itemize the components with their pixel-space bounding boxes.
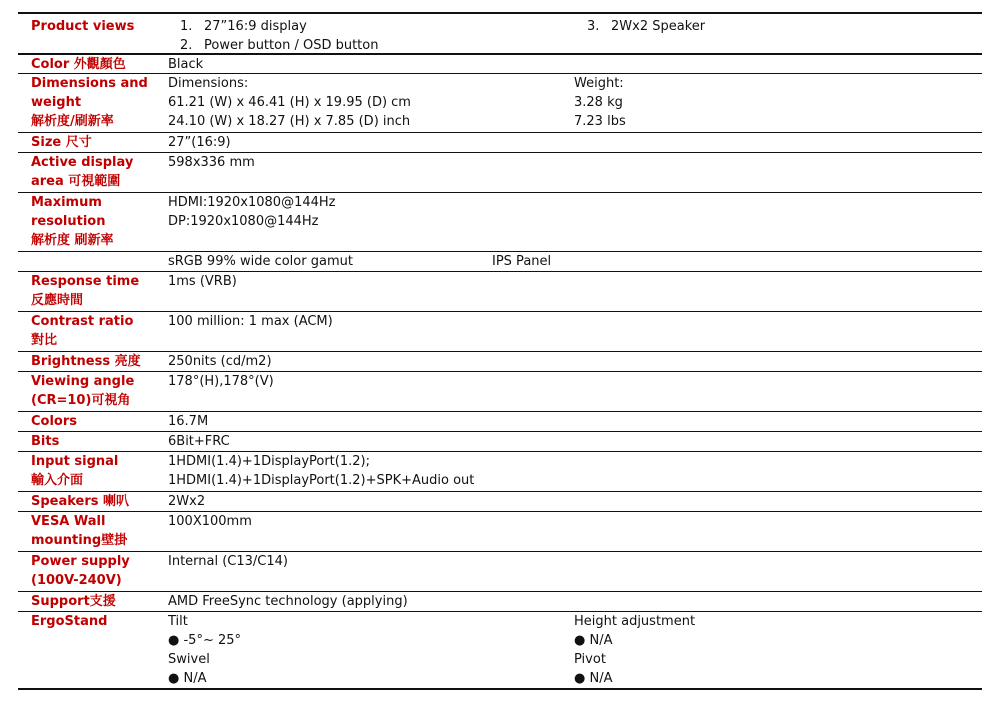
value-ergostand [168, 612, 982, 688]
panel-type: IPS Panel [492, 254, 552, 269]
ergostand-left [168, 612, 241, 688]
label-viewing [18, 372, 168, 411]
value-response: 1ms (VRB) [168, 274, 237, 289]
label-contrast [18, 312, 168, 351]
label-vesa-line-1: VESA Wall [31, 514, 106, 529]
label-size: Size 尺寸 [31, 135, 92, 150]
label-vesa-line-2: mounting壁掛 [31, 533, 128, 548]
value-contrast: 100 million: 1 max (ACM) [168, 314, 333, 329]
label-product-views: Product views [31, 19, 135, 34]
row-viewing [18, 371, 982, 411]
value-speakers-cell [168, 492, 982, 511]
swivel-value: ● N/A [168, 671, 207, 686]
row-support [18, 591, 982, 611]
weight-lbs: 7.23 lbs [574, 114, 626, 129]
value-response-cell [168, 272, 982, 311]
pivot-value: ● N/A [574, 671, 613, 686]
value-brightness: 250nits (cd/m2) [168, 354, 272, 369]
label-response [18, 272, 168, 311]
dimensions-heading: Dimensions: [168, 76, 249, 91]
row-colors [18, 411, 982, 431]
label-power-line-1: Power supply [31, 554, 130, 569]
label-contrast-line-2: 對比 [31, 333, 58, 348]
value-support-cell [168, 592, 982, 611]
value-speakers: 2Wx2 [168, 494, 206, 509]
label-response-line-1: Response time [31, 274, 140, 289]
spec-table [18, 12, 982, 690]
value-gamut [168, 252, 982, 271]
row-response [18, 271, 982, 311]
value-color: Black [168, 57, 204, 72]
height-adjustment-value: ● N/A [574, 633, 613, 648]
row-input [18, 451, 982, 491]
resolution-dp: DP:1920x1080@144Hz [168, 214, 319, 229]
value-viewing-cell [168, 372, 982, 411]
max-resolution-values [168, 193, 336, 231]
value-contrast-cell [168, 312, 982, 351]
label-speakers: Speakers 喇叭 [31, 494, 130, 509]
label-colors: Colors [31, 414, 78, 429]
weight-kg: 3.28 kg [574, 95, 623, 110]
value-active-area: 598x336 mm [168, 155, 255, 170]
dimensions-cm: 61.21 (W) x 46.41 (H) x 19.95 (D) cm [168, 95, 411, 110]
value-dimensions [168, 74, 982, 132]
value-max-resolution [168, 193, 982, 251]
product-view-item-3 [587, 17, 705, 36]
label-input-line-2: 輸入介面 [31, 473, 84, 488]
weight-heading: Weight: [574, 76, 624, 91]
value-active-area-cell [168, 153, 982, 192]
label-active-area [18, 153, 168, 192]
height-adjustment-heading: Height adjustment [574, 614, 696, 629]
value-bits: 6Bit+FRC [168, 434, 230, 449]
row-active-area [18, 152, 982, 192]
row-vesa [18, 511, 982, 551]
label-viewing-line-2: (CR=10)可視角 [31, 393, 131, 408]
label-dimensions-line-1: Dimensions and [31, 76, 148, 91]
label-power [18, 552, 168, 591]
label-dimensions-line-3: 解析度/刷新率 [31, 114, 114, 129]
product-view-item-3-text: 2Wx2 Speaker [611, 19, 706, 34]
product-view-item-1 [180, 17, 378, 36]
value-size-cell [168, 133, 982, 152]
row-brightness [18, 351, 982, 371]
value-product-views [168, 14, 982, 53]
label-ergostand: ErgoStand [31, 614, 108, 629]
dimensions-left [168, 74, 411, 131]
label-support: Support支援 [31, 594, 116, 609]
row-gamut [18, 251, 982, 271]
value-vesa-cell [168, 512, 982, 551]
value-colors: 16.7M [168, 414, 209, 429]
value-colors-cell [168, 412, 982, 431]
label-gamut-empty [18, 252, 168, 271]
value-bits-cell [168, 432, 982, 451]
value-brightness-cell [168, 352, 982, 371]
input-values [168, 452, 474, 490]
value-color-cell [168, 55, 982, 73]
resolution-hdmi: HDMI:1920x1080@144Hz [168, 195, 336, 210]
input-value-2: 1HDMI(1.4)+1DisplayPort(1.2)+SPK+Audio out [168, 473, 475, 488]
value-viewing: 178°(H),178°(V) [168, 374, 274, 389]
label-bits: Bits [31, 434, 60, 449]
tilt-value: ● -5°~ 25° [168, 633, 242, 648]
label-max-resolution-line-3: 解析度 刷新率 [31, 233, 114, 248]
input-value-1: 1HDMI(1.4)+1DisplayPort(1.2); [168, 454, 370, 469]
row-contrast [18, 311, 982, 351]
label-response-line-2: 反應時間 [31, 293, 84, 308]
value-power-cell [168, 552, 982, 591]
list-number-2: 2. [180, 38, 193, 53]
label-input-line-1: Input signal [31, 454, 119, 469]
value-input [168, 452, 982, 491]
list-number-1: 1. [180, 19, 193, 34]
value-power: Internal (C13/C14) [168, 554, 288, 569]
swivel-heading: Swivel [168, 652, 210, 667]
label-contrast-line-1: Contrast ratio [31, 314, 134, 329]
row-product-views [18, 12, 982, 53]
row-color [18, 53, 982, 73]
label-input [18, 452, 168, 491]
dimensions-inch: 24.10 (W) x 18.27 (H) x 7.85 (D) inch [168, 114, 411, 129]
label-dimensions [18, 74, 168, 132]
product-view-item-2-text: Power button / OSD button [204, 38, 379, 53]
product-view-item-2 [180, 36, 378, 55]
weight-right [574, 74, 626, 131]
row-dimensions [18, 73, 982, 132]
row-bits [18, 431, 982, 451]
label-max-resolution-line-1: Maximum [31, 195, 102, 210]
label-vesa [18, 512, 168, 551]
product-views-list-right [587, 17, 705, 36]
value-size: 27”(16:9) [168, 135, 231, 150]
row-size [18, 132, 982, 152]
pivot-heading: Pivot [574, 652, 606, 667]
row-speakers [18, 491, 982, 511]
gamut-value: sRGB 99% wide color gamut [168, 254, 353, 269]
label-dimensions-line-2: weight [31, 95, 82, 110]
row-ergostand [18, 611, 982, 690]
row-max-resolution [18, 192, 982, 251]
product-view-item-1-text: 27”16:9 display [204, 19, 307, 34]
label-active-area-line-2: area 可視範圍 [31, 174, 121, 189]
label-color: Color 外觀顏色 [31, 57, 126, 72]
row-power [18, 551, 982, 591]
label-power-line-2: (100V-240V) [31, 573, 122, 588]
ergostand-right [574, 612, 695, 688]
label-active-area-line-1: Active display [31, 155, 134, 170]
value-vesa: 100X100mm [168, 514, 252, 529]
product-views-list-left [180, 17, 378, 55]
tilt-heading: Tilt [168, 614, 188, 629]
label-viewing-line-1: Viewing angle [31, 374, 135, 389]
list-number-3: 3. [587, 19, 600, 34]
label-max-resolution-line-2: resolution [31, 214, 106, 229]
label-brightness: Brightness 亮度 [31, 354, 141, 369]
label-max-resolution [18, 193, 168, 251]
value-support: AMD FreeSync technology (applying) [168, 594, 408, 609]
